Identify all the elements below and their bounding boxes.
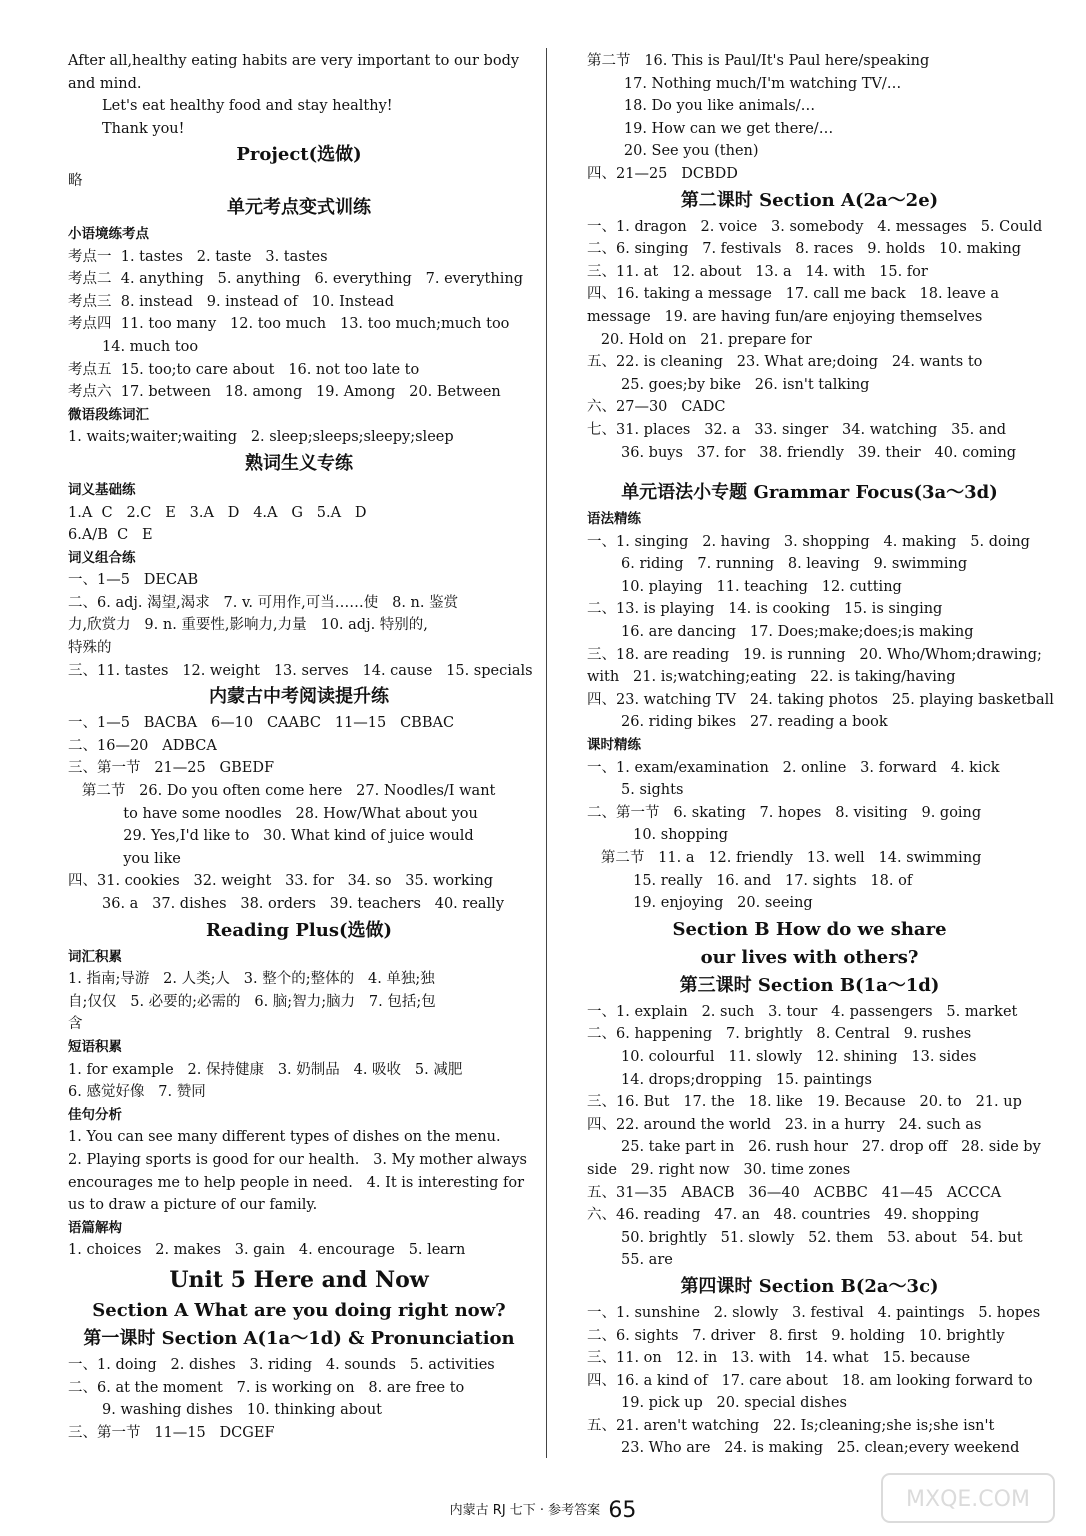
section-heading: 第三课时 Section B(1a～1d): [679, 974, 940, 996]
answer-line: 36. buys 37. for 38. friendly 39. their 40. coming: [621, 444, 1017, 461]
subsection-label: 短语积累: [68, 1038, 122, 1055]
section-heading: Reading Plus(选做): [205, 919, 393, 941]
answer-line: 26. riding bikes 27. reading a book: [621, 714, 888, 731]
answer-line: 二、6. happening 7. brightly 8. Central 9. rushes: [587, 1026, 972, 1043]
answer-line: 特殊的: [68, 640, 112, 657]
answer-line: 23. Who are 24. is making 25. clean;every weekend: [621, 1440, 1020, 1457]
answer-line: 含: [68, 1016, 83, 1033]
spacer: [587, 464, 1032, 478]
answer-line: 25. goes;by bike 26. isn't talking: [621, 376, 870, 393]
subsection-label: 词义基础练: [68, 481, 136, 498]
section-heading: 第一课时 Section A(1a～1d) & Pronunciation: [83, 1327, 515, 1349]
answer-line: 50. brightly 51. slowly 52. them 53. about 54. but: [621, 1229, 1023, 1246]
answer-line: 一、1. doing 2. dishes 3. riding 4. sounds 5. activities: [68, 1356, 495, 1373]
svg-text:MXQE.COM: MXQE.COM: [906, 1487, 1030, 1512]
answer-line: 二、6. singing 7. festivals 8. races 9. holds 10. making: [587, 241, 1022, 258]
answer-line: 10. shopping: [587, 827, 729, 844]
answer-line: 四、31. cookies 32. weight 33. for 34. so 35. working: [68, 873, 494, 890]
answer-line: 六、46. reading 47. an 48. countries 49. shopping: [587, 1207, 980, 1224]
answer-line: 6.A/B C E: [68, 527, 153, 544]
answer-line: 一、1. sunshine 2. slowly 3. festival 4. paintings 5. hopes: [587, 1304, 1041, 1321]
subsection-label: 佳句分析: [68, 1106, 122, 1123]
answer-line: 二、16—20 ADBCA: [68, 737, 217, 754]
answer-line: 17. Nothing much/I'm watching TV/…: [587, 75, 902, 92]
answer-line: 10. colourful 11. slowly 12. shining 13. sides: [621, 1048, 977, 1065]
answer-line: 6. 感觉好像 7. 赞同: [68, 1084, 206, 1101]
answer-line: 16. are dancing 17. Does;make;does;is making: [621, 624, 974, 641]
answer-line: to have some noodles 28. How/What about you: [68, 805, 478, 822]
answer-line: 第二节 11. a 12. friendly 13. well 14. swimming: [587, 850, 982, 866]
answer-line: 1. for example 2. 保持健康 3. 奶制品 4. 吸收 5. 减肥: [68, 1061, 463, 1078]
answer-line: 14. much too: [102, 338, 199, 355]
answer-line: you like: [68, 850, 181, 867]
answer-line: 六、27—30 CADC: [587, 399, 726, 416]
answer-line: 第二节 16. This is Paul/It's Paul here/speaking: [587, 53, 930, 69]
answer-line: 19. enjoying 20. seeing: [587, 895, 813, 912]
section-heading: our lives with others?: [700, 946, 919, 968]
answer-line: 三、第一节 11—15 DCGEF: [68, 1424, 275, 1441]
unit-heading: Unit 5 Here and Now: [169, 1266, 429, 1293]
answer-line: 1. 指南;导游 2. 人类;人 3. 整个的;整体的 4. 单独;独: [68, 971, 435, 988]
answer-line: 四、21—25 DCBDD: [587, 165, 738, 182]
answer-line: with 21. is;watching;eating 22. is taking/having: [587, 669, 956, 686]
answer-line: 三、11. tastes 12. weight 13. serves 14. cause 15. specials: [68, 662, 533, 679]
answer-line: 考点五 15. too;to care about 16. not too late to: [68, 361, 420, 378]
answer-line: 一、1—5 BACBA 6—10 CAABC 11—15 CBBAC: [68, 715, 455, 732]
answer-line: 20. Hold on 21. prepare for: [587, 331, 812, 348]
answer-line: 14. drops;dropping 15. paintings: [621, 1071, 872, 1088]
answer-line: 一、1. exam/examination 2. online 3. forward 4. kick: [587, 759, 1000, 776]
answer-line: 四、16. a kind of 17. care about 18. am looking forward to: [587, 1372, 1033, 1389]
section-heading: Project(选做): [236, 144, 362, 166]
answer-line: 1.A C 2.C E 3.A D 4.A G 5.A D: [68, 504, 367, 521]
answer-line: encourages me to help people in need. 4. It is interesting for: [68, 1174, 525, 1191]
answer-line: 五、31—35 ABACB 36—40 ACBBC 41—45 ACCCA: [587, 1184, 1002, 1201]
answer-line: 三、11. at 12. about 13. a 14. with 15. for: [587, 263, 928, 280]
answer-line: Thank you!: [102, 120, 185, 137]
answer-line: 考点一 1. tastes 2. taste 3. tastes: [68, 248, 328, 265]
answer-line: 二、13. is playing 14. is cooking 15. is singing: [587, 601, 943, 618]
answer-line: 6. riding 7. running 8. leaving 9. swimming: [621, 556, 968, 573]
answer-line: 二、6. adj. 渴望,渴求 7. v. 可用作,可当……使 8. n. 鉴赏: [68, 594, 459, 611]
section-heading: 第四课时 Section B(2a～3c): [680, 1275, 939, 1297]
answer-line: 考点二 4. anything 5. anything 6. everything 7. everything: [68, 271, 523, 288]
answer-line: Let's eat healthy food and stay healthy!: [102, 98, 393, 115]
section-heading: 内蒙古中考阅读提升练: [209, 686, 389, 708]
answer-line: 略: [68, 173, 83, 190]
answer-line: 一、1—5 DECAB: [68, 572, 199, 589]
answer-line: 25. take part in 26. rush hour 27. drop off 28. side by: [621, 1139, 1041, 1156]
section-heading: 第二课时 Section A(2a～2e): [680, 189, 939, 211]
subsection-label: 语法精练: [587, 511, 641, 528]
section-heading: 熟词生义专练: [245, 452, 353, 474]
column-divider: [546, 48, 547, 1458]
section-heading: Section A What are you doing right now?: [92, 1299, 506, 1321]
right-column: [587, 50, 1054, 1460]
left-column: [68, 50, 533, 1444]
subsection-label: 小语境练考点: [68, 225, 149, 242]
answer-line: message 19. are having fun/are enjoying themselves: [587, 308, 983, 325]
answer-line: 三、第一节 21—25 GBEDF: [68, 760, 275, 777]
answer-line: 二、第一节 6. skating 7. hopes 8. visiting 9. going: [587, 804, 982, 821]
answer-line: 四、22. around the world 23. in a hurry 24. such as: [587, 1116, 982, 1133]
answer-line: 55. are: [621, 1252, 673, 1269]
answer-line: 第二节 26. Do you often come here 27. Noodles/I want: [68, 783, 496, 800]
answer-line: 力,欣赏力 9. n. 重要性,影响力,力量 10. adj. 特别的,: [68, 617, 428, 634]
subsection-label: 词汇积累: [68, 948, 122, 965]
answer-line: 1. waits;waiter;waiting 2. sleep;sleeps;sleepy;sleep: [68, 429, 454, 446]
answer-line: side 29. right now 30. time zones: [587, 1161, 851, 1178]
answer-line: 一、1. dragon 2. voice 3. somebody 4. messages 5. Could: [587, 218, 1043, 235]
answer-line: 三、16. But 17. the 18. like 19. Because 20. to 21. up: [587, 1094, 1022, 1111]
page-number: 65: [608, 1498, 637, 1523]
answer-line: 5. sights: [621, 782, 684, 799]
answer-line: 一、1. singing 2. having 3. shopping 4. making 5. doing: [587, 533, 1030, 550]
answer-line: 三、11. on 12. in 13. with 14. what 15. because: [587, 1350, 971, 1367]
answer-line: us to draw a picture of our family.: [68, 1197, 318, 1214]
section-heading: Section B How do we share: [672, 918, 947, 940]
answer-line: 36. a 37. dishes 38. orders 39. teachers 40. really: [102, 896, 505, 912]
answer-line: 自;仅仅 5. 必要的;必需的 6. 脑;智力;脑力 7. 包括;包: [68, 993, 436, 1010]
section-heading: 单元语法小专题 Grammar Focus(3a～3d): [621, 482, 998, 504]
answer-line: 20. See you (then): [587, 143, 759, 160]
subsection-label: 词义组合练: [68, 549, 136, 566]
answer-line: 一、1. explain 2. such 3. tour 4. passengers 5. market: [587, 1003, 1018, 1020]
answer-line: 七、31. places 32. a 33. singer 34. watching 35. and: [587, 421, 1007, 438]
answer-line: 二、6. at the moment 7. is working on 8. are free to: [68, 1379, 465, 1396]
answer-line: 18. Do you like animals/…: [587, 98, 816, 115]
answer-line: After all,healthy eating habits are very important to our body: [68, 53, 520, 69]
answer-line: 三、18. are reading 19. is running 20. Who/Whom;drawing;: [587, 646, 1042, 663]
answer-line: 二、6. sights 7. driver 8. first 9. holding 10. brightly: [587, 1327, 1005, 1344]
answer-line: 1. You can see many different types of dishes on the menu.: [68, 1129, 501, 1146]
answer-line: 19. pick up 20. special dishes: [621, 1395, 847, 1412]
answer-line: 9. washing dishes 10. thinking about: [102, 1402, 382, 1419]
subsection-label: 语篇解构: [68, 1219, 122, 1236]
answer-line: 1. choices 2. makes 3. gain 4. encourage 5. learn: [68, 1242, 466, 1259]
answer-line: 五、21. aren't watching 22. Is;cleaning;she is;she isn't: [587, 1417, 995, 1434]
answer-line: 考点四 11. too many 12. too much 13. too much;much too: [68, 316, 510, 333]
answer-line: 四、16. taking a message 17. call me back 18. leave a: [587, 286, 1000, 303]
subsection-label: 微语段练词汇: [68, 406, 149, 423]
subsection-label: 课时精练: [587, 737, 641, 754]
answer-line: 2. Playing sports is good for our health. 3. My mother always: [68, 1151, 528, 1168]
section-heading: 单元考点变式训练: [227, 196, 371, 218]
answer-line: 19. How can we get there/…: [587, 120, 834, 137]
footer-label: 内蒙古 RJ 七下 · 参考答案: [449, 1503, 601, 1518]
answer-line: 考点三 8. instead 9. instead of 10. Instead: [68, 293, 394, 310]
answer-line: 29. Yes,I'd like to 30. What kind of juice would: [68, 828, 474, 845]
answer-line: 五、22. is cleaning 23. What are;doing 24. wants to: [587, 354, 983, 371]
answer-line: 四、23. watching TV 24. taking photos 25. playing basketball: [587, 691, 1054, 708]
watermark-logo: [878, 1470, 1058, 1526]
answer-line: 10. playing 11. teaching 12. cutting: [621, 578, 902, 595]
answer-line: 15. really 16. and 17. sights 18. of: [587, 872, 913, 889]
answer-line: 考点六 17. between 18. among 19. Among 20. Between: [68, 384, 501, 401]
answer-line: and mind.: [68, 75, 142, 92]
